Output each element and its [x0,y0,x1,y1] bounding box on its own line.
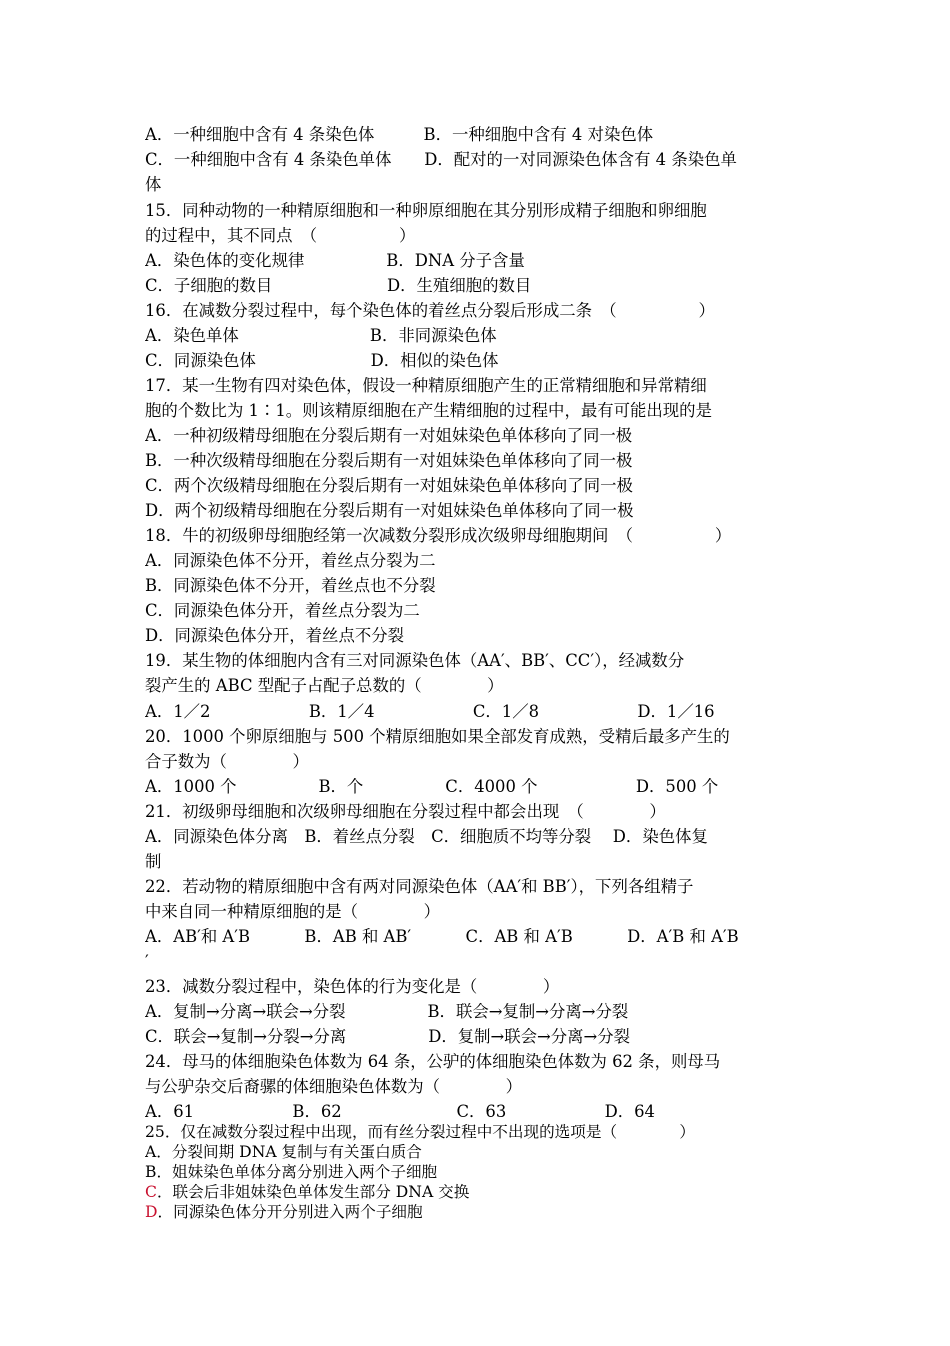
q17-stem: 17．某一生物有四对染色体，假设一种精原细胞产生的正常精细胞和异常精细 [145,376,707,395]
q24-stem: 24．母马的体细胞染色体数为 64 条，公驴的体细胞染色体数为 62 条，则母马 [145,1052,721,1071]
q24-options: A．61 B．62 C．63 D．64 [145,1102,655,1121]
q18-option-c: C．同源染色体分开，着丝点分裂为二 [145,601,420,620]
q20-stem-cont: 合子数为（ ） [145,752,309,771]
q17-stem-cont: 胞的个数比为 1∶1。则该精原细胞在产生精细胞的过程中，最有可能出现的是 [145,401,712,420]
q20-options: A．1000 个 B．个 C．4000 个 D．500 个 [145,777,719,796]
q19-stem-cont: 裂产生的 ABC 型配子占配子总数的（ ） [145,676,504,695]
q25-option-c-letter: C [145,1183,157,1201]
q23-stem: 23．减数分裂过程中，染色体的行为变化是（ ） [145,977,560,996]
q25-option-a: A．分裂间期 DNA 复制与有关蛋白质合 [145,1143,422,1161]
q20-stem: 20．1000 个卵原细胞与 500 个精原细胞如果全部发育成熟，受精后最多产生的 [145,727,730,746]
q14-options-cd-cont: 体 [145,175,162,194]
q14-options-ab: A．一种细胞中含有 4 条染色体 B．一种细胞中含有 4 对染色体 [145,125,654,144]
q25-option-d [145,1202,815,1222]
q22-stem: 22．若动物的精原细胞中含有两对同源染色体（AA′和 BB′），下列各组精子 [145,877,694,896]
q16-stem: 16．在减数分裂过程中，每个染色体的着丝点分裂后形成二条 （ ） [145,301,715,320]
q24-stem-cont: 与公驴杂交后裔骡的体细胞染色体数为（ ） [145,1077,522,1096]
q22-options: A．AB′和 A′B B．AB 和 AB′ C．AB 和 A′B D．A′B 和 A′B [145,927,739,946]
q25-stem: 25．仅在减数分裂过程中出现，而有丝分裂过程中不出现的选项是（ ） [145,1123,696,1141]
q25-option-c [145,1182,815,1202]
q23-options-ab: A．复制→分离→联会→分裂 B．联会→复制→分离→分裂 [145,1002,629,1021]
q17-option-b: B．一种次级精母细胞在分裂后期有一对姐妹染色单体移向了同一极 [145,451,633,470]
q16-options-cd: C．同源染色体 D．相似的染色体 [145,351,499,370]
q16-options-ab: A．染色单体 B．非同源染色体 [145,326,497,345]
q21-options-cont: 制 [145,852,162,871]
q18-option-d: D．同源染色体分开，着丝点不分裂 [145,626,404,645]
q22-options-cont: ′ [145,952,149,971]
q14-options-cd: C．一种细胞中含有 4 条染色单体 D．配对的一对同源染色体含有 4 条染色单 [145,150,737,169]
q25-option-b: B．姐妹染色单体分离分别进入两个子细胞 [145,1163,438,1181]
q15-stem-cont: 的过程中，其不同点 （ ） [145,226,416,245]
q17-option-a: A．一种初级精母细胞在分裂后期有一对姐妹染色单体移向了同一极 [145,426,633,445]
q19-stem: 19．某生物的体细胞内含有三对同源染色体（AA′、BB′、CC′），经减数分 [145,651,685,670]
q17-option-c: C．两个次级精母细胞在分裂后期有一对姐妹染色单体移向了同一极 [145,476,633,495]
q23-options-cd: C．联会→复制→分裂→分离 D．复制→联会→分离→分裂 [145,1027,631,1046]
q15-options-cd: C．子细胞的数目 D．生殖细胞的数目 [145,276,532,295]
q25-option-c-text: ．联会后非姐妹染色单体发生部分 DNA 交换 [156,1183,470,1201]
q19-options: A．1／2 B．1／4 C．1／8 D．1／16 [145,702,715,721]
q21-options: A．同源染色体分离 B．着丝点分裂 C．细胞质不均等分裂 D．染色体复 [145,827,708,846]
q15-stem: 15．同种动物的一种精原细胞和一种卵原细胞在其分别形成精子细胞和卵细胞 [145,201,707,220]
q25-option-d-text: ．同源染色体分开分别进入两个子细胞 [157,1203,423,1221]
q18-option-b: B．同源染色体不分开，着丝点也不分裂 [145,576,436,595]
q18-stem: 18．牛的初级卵母细胞经第一次减数分裂形成次级卵母细胞期间 （ ） [145,526,732,545]
q17-option-d: D．两个初级精母细胞在分裂后期有一对姐妹染色单体移向了同一极 [145,501,634,520]
q21-stem: 21．初级卵母细胞和次级卵母细胞在分裂过程中都会出现 （ ） [145,802,666,821]
q25-option-d-letter: D [145,1203,158,1221]
q15-options-ab: A．染色体的变化规律 B．DNA 分子含量 [145,251,525,270]
q22-stem-cont: 中来自同一种精原细胞的是（ ） [145,902,441,921]
q18-option-a: A．同源染色体不分开，着丝点分裂为二 [145,551,436,570]
